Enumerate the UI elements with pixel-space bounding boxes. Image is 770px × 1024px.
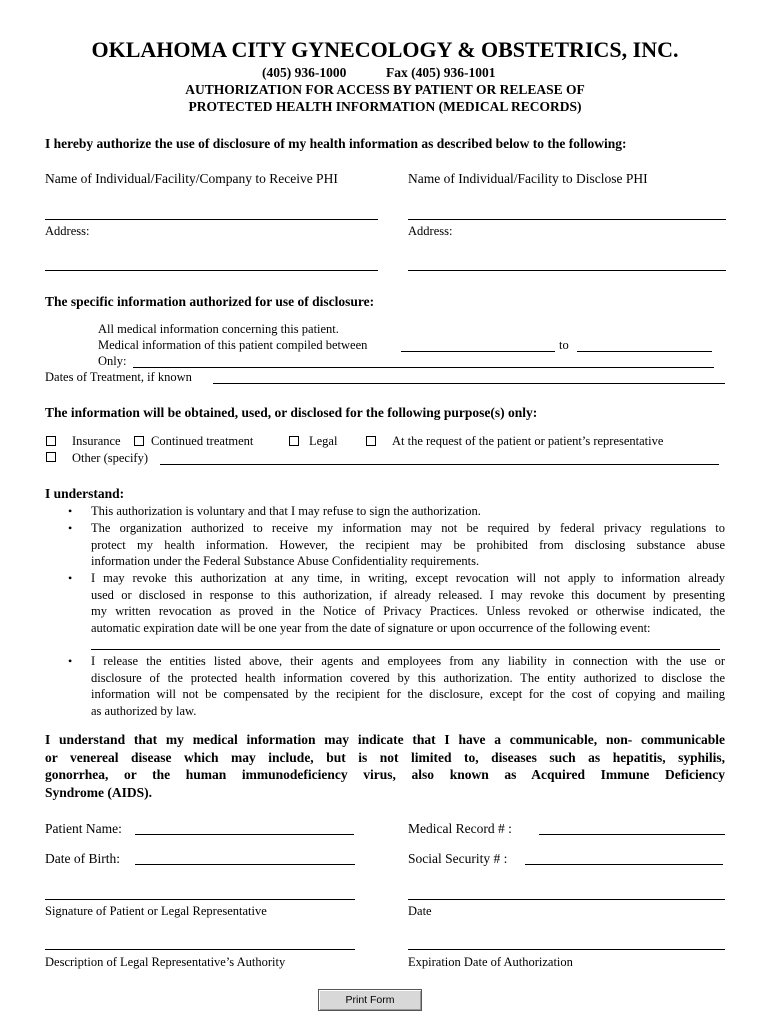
receiver-name-field[interactable] [45,219,378,220]
discloser-address-label: Address: [408,224,453,238]
paragraph-line: I may revoke this authorization at any time, in writing, except revocation will not apply to information already [91,571,725,585]
medical-record-label: Medical Record # : [408,821,512,836]
to-label: to [559,338,569,352]
expiration-date-field[interactable] [408,949,725,950]
paragraph-line: used or disclosed in response to this authorization, if already released. I may revoke this document by presenting [91,587,725,602]
patient-request-label: At the request of the patient or patient’s representative [392,434,664,448]
communicable-disease-notice [45,731,725,802]
date-label: Date [408,904,432,918]
bullet-dot: • [68,521,73,535]
paragraph-line: disclosure of the protected health information covered by this authorization. The entity authorized to disclose the [91,670,725,685]
legal-checkbox[interactable] [289,436,299,446]
bullet-dot: • [68,654,73,668]
compiled-between-label: Medical information of this patient compiled between [98,338,368,352]
continued-treatment-label: Continued treatment [151,434,254,448]
other-label: Other (specify) [72,451,149,465]
signature-date-field[interactable] [408,899,725,900]
discloser-label: Name of Individual/Facility to Disclose PHI [408,171,648,186]
representative-authority-field[interactable] [45,949,355,950]
paragraph-line: protect my health information. However, the recipient may be prohibited from disclosing substance abuse [91,537,725,552]
insurance-label: Insurance [72,434,121,448]
form-subtitle-1: AUTHORIZATION FOR ACCESS BY PATIENT OR RELEASE OF [185,82,585,97]
medical-record-field[interactable] [539,834,725,835]
form-title: OKLAHOMA CITY GYNECOLOGY & OBSTETRICS, INC. [91,37,679,62]
other-checkbox[interactable] [46,452,56,462]
expiration-event-field[interactable] [91,649,720,650]
receiver-address-field[interactable] [45,270,378,271]
paragraph-line: gonorrhea, or the human immunodeficiency virus, also known as Acquired Immune Deficiency [45,767,725,783]
paragraph-line: I release the entities listed above, their agents and employees from any liability in connection with the use or [91,654,725,668]
compiled-from-field[interactable] [401,351,555,352]
patient-name-field[interactable] [135,834,354,835]
dates-of-treatment-label: Dates of Treatment, if known [45,370,192,384]
understand-item-voluntary [91,503,725,520]
bullet-dot: • [68,504,73,518]
all-info-text: All medical information concerning this patient. [98,322,339,336]
receiver-address-label: Address: [45,224,90,238]
understand-heading: I understand: [45,486,125,501]
understand-item-revocation [91,570,725,637]
paragraph-line: my written revocation as proved in the Notice of Privacy Practices. Unless revoked or otherwise indicated, the [91,604,725,619]
understand-voluntary-text: This authorization is voluntary and that I may refuse to sign the authorization. [91,504,481,518]
paragraph-line: or venereal disease which may include, but is not limited to, diseases such as hepatitis, syphilis, [45,749,725,765]
other-specify-field[interactable] [160,464,719,465]
authorization-intro: I hereby authorize the use of disclosure of my health information as described below to the following: [45,136,627,151]
continued-treatment-checkbox[interactable] [134,436,144,446]
form-subtitle-2: PROTECTED HEALTH INFORMATION (MEDICAL RECORDS) [188,99,582,114]
paragraph-line: I understand that my medical information may indicate that I have a communicable, non- communicable [45,732,725,747]
date-of-birth-field[interactable] [135,864,355,865]
specific-info-heading: The specific information authorized for use of disclosure: [45,294,375,309]
social-security-label: Social Security # : [408,851,508,866]
receiver-label: Name of Individual/Facility/Company to Receive PHI [45,171,338,186]
paragraph-line: information under the Federal Substance Abuse Confidentiality requirements. [91,554,480,569]
understand-item-release [91,653,725,720]
bullet-dot: • [68,571,73,585]
patient-request-checkbox[interactable] [366,436,376,446]
date-of-birth-label: Date of Birth: [45,851,120,866]
social-security-field[interactable] [525,864,723,865]
understand-item-federal-privacy [91,520,725,570]
print-form-button[interactable]: Print Form [318,989,422,1011]
fax-number: Fax (405) 936-1001 [386,65,496,80]
signature-label: Signature of Patient or Legal Representative [45,904,267,918]
paragraph-line: automatic expiration date will be one year from the date of signature or upon occurrence of the following event: [91,621,651,636]
compiled-to-field[interactable] [577,351,712,352]
purpose-heading: The information will be obtained, used, or disclosed for the following purpose(s) only: [45,405,538,420]
expiration-label: Expiration Date of Authorization [408,955,573,969]
only-field[interactable] [133,367,714,368]
patient-signature-field[interactable] [45,899,355,900]
legal-label: Legal [309,434,338,448]
discloser-address-field[interactable] [408,270,726,271]
insurance-checkbox[interactable] [46,436,56,446]
discloser-name-field[interactable] [408,219,726,220]
phone-number: (405) 936-1000 [262,65,347,80]
paragraph-line: as authorized by law. [91,704,197,719]
paragraph-line: Syndrome (AIDS). [45,785,153,801]
authority-label: Description of Legal Representative’s Authority [45,955,286,969]
patient-name-label: Patient Name: [45,821,122,836]
paragraph-line: information will not be compensated by the recipient for the disclosure, except for the cost of copying and mailing [91,687,725,702]
dates-of-treatment-field[interactable] [213,383,725,384]
only-label: Only: [98,354,127,368]
paragraph-line: The organization authorized to receive my information may not be required by federal privacy regulations to [91,521,725,535]
